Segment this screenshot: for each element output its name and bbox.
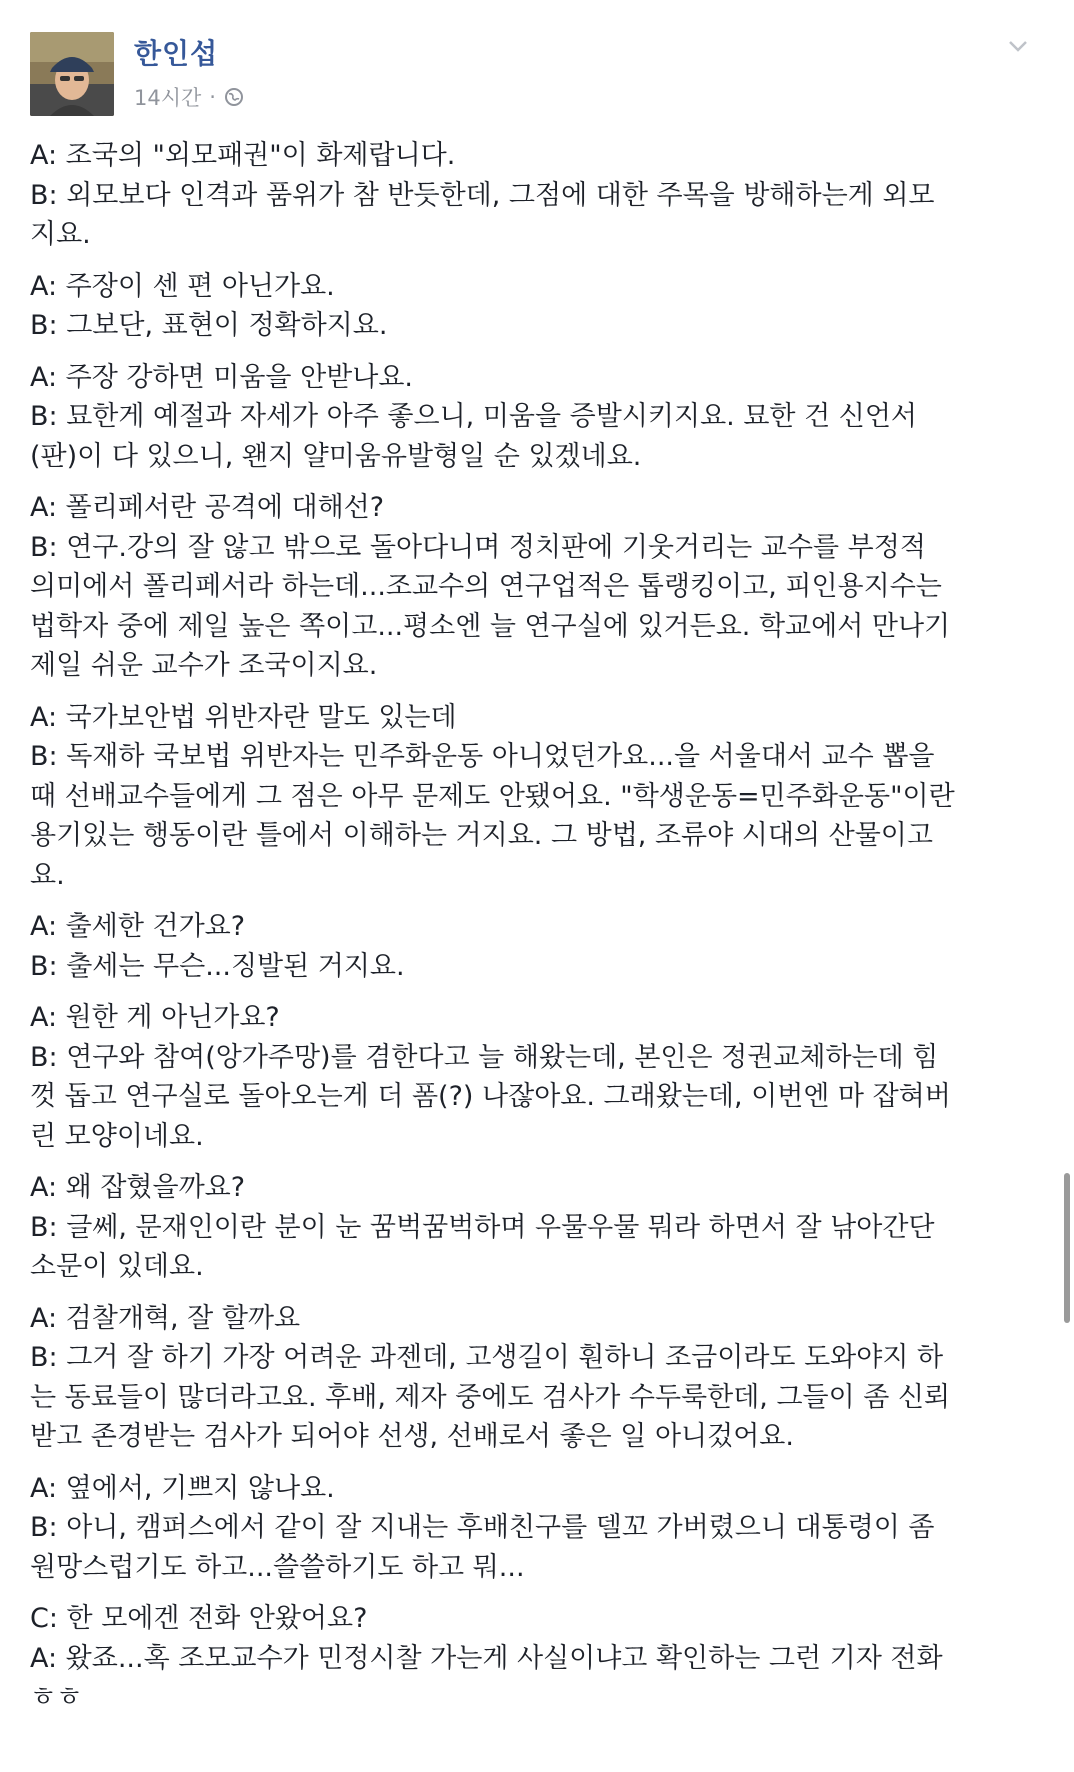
post-text-line: B: 그보단, 표현이 정확하지요. xyxy=(30,310,388,341)
post-text-line: B: 글쎄, 문재인이란 분이 눈 꿈벅꿈벅하며 우물우물 뭐라 하면서 잘 낚아간단 xyxy=(30,1211,935,1243)
post-text-line: B: 연구.강의 잘 않고 밖으로 돌아다니며 정치판에 기웃거리는 교수를 부정적 xyxy=(30,531,926,563)
author-name[interactable]: 한인섭 xyxy=(134,37,219,70)
post-text-line: B: 외모보다 인격과 품위가 참 반듯한데, 그점에 대한 주목을 방해하는게 외모 xyxy=(30,179,935,211)
post-paragraph xyxy=(30,267,1030,346)
post-paragraph xyxy=(30,998,1030,1156)
post-text-line: A: 왔죠...혹 조모교수가 민정시찰 가는게 사실이냐고 확인하는 그런 기자 전화 xyxy=(30,1642,943,1674)
post-paragraph xyxy=(30,1299,1030,1457)
post-text-line: A: 검찰개혁, 잘 할까요 xyxy=(30,1302,301,1334)
post-text-line: B: 그거 잘 하기 가장 어려운 과젠데, 고생길이 훤하니 조금이라도 도와야지 하 xyxy=(30,1342,944,1373)
post-text-line: A: 원한 게 아닌가요? xyxy=(30,1002,280,1033)
post-text-line: B: 연구와 참여(앙가주망)를 겸한다고 늘 해왔는데, 본인은 정권교체하는데 힘 xyxy=(30,1041,939,1073)
post-text-line: 의미에서 폴리페서라 하는데...조교수의 연구업적은 톱랭킹이고, 피인용지수는 xyxy=(30,571,942,602)
post-header xyxy=(30,26,1044,116)
chevron-down-icon[interactable] xyxy=(1004,36,1032,56)
meta-separator: · xyxy=(209,85,216,109)
post-paragraph xyxy=(30,488,1030,686)
post-text-line: A: 왜 잡혔을까요? xyxy=(30,1172,246,1203)
post-text-line: 는 동료들이 많더라고요. 후배, 제자 중에도 검사가 수두룩한데, 그들이 좀 신뢰 xyxy=(30,1381,951,1413)
post-text-line: 제일 쉬운 교수가 조국이지요. xyxy=(30,650,378,681)
post-text-line: A: 옆에서, 기쁘지 않나요. xyxy=(30,1472,335,1504)
post-meta xyxy=(134,82,244,112)
post-text-line: B: 묘한게 예절과 자세가 아주 좋으니, 미움을 증발시키지요. 묘한 건 신언서 xyxy=(30,401,917,432)
post-paragraph xyxy=(30,1469,1030,1588)
post-paragraph xyxy=(30,358,1030,477)
scrollbar[interactable] xyxy=(1064,1173,1070,1323)
post-text-line: 용기있는 행동이란 틀에서 이해하는 거지요. 그 방법, 조류야 시대의 산물이고 xyxy=(30,820,933,851)
post-text-line: B: 출세는 무슨...징발된 거지요. xyxy=(30,950,405,982)
post-text-line: 요. xyxy=(30,859,65,891)
post-text-line: A: 주장이 센 편 아닌가요. xyxy=(30,270,335,302)
post-text-line: A: 주장 강하면 미움을 안받나요. xyxy=(30,361,413,393)
post-text-line: A: 국가보안법 위반자란 말도 있는데 xyxy=(30,701,457,733)
post-text-line: ㅎㅎ xyxy=(30,1682,83,1713)
globe-icon xyxy=(224,87,244,107)
post-paragraph xyxy=(30,136,1030,255)
post-text-line: C: 한 모에겐 전화 안왔어요? xyxy=(30,1603,368,1634)
post-text-line: 받고 존경받는 검사가 되어야 선생, 선배로서 좋은 일 아니겄어요. xyxy=(30,1421,794,1452)
post-body xyxy=(30,136,1030,1730)
post-paragraph xyxy=(30,698,1030,896)
post-text-line: 소문이 있데요. xyxy=(30,1251,204,1282)
post-text-line: B: 아니, 캠퍼스에서 같이 잘 지내는 후배친구를 델꼬 가버렸으니 대통령이 좀 xyxy=(30,1512,935,1543)
post-text-line: 법학자 중에 제일 높은 쪽이고...평소엔 늘 연구실에 있거든요. 학교에서 만나기 xyxy=(30,610,951,642)
post-time[interactable]: 14시간 xyxy=(134,86,202,110)
post-text-line: 때 선배교수들에게 그 점은 아무 문제도 안됐어요. "학생운동=민주화운동"이란 xyxy=(30,780,955,812)
post-text-line: A: 출세한 건가요? xyxy=(30,911,246,942)
post-text-line: 린 모양이네요. xyxy=(30,1120,204,1152)
post-text-line: 원망스럽기도 하고...쓸쓸하기도 하고 뭐... xyxy=(30,1551,525,1583)
post-text-line: B: 독재하 국보법 위반자는 민주화운동 아니었던가요...을 서울대서 교수 뽑을 xyxy=(30,741,935,772)
post-paragraph xyxy=(30,907,1030,986)
post-text-line: A: 조국의 "외모패권"이 화제랍니다. xyxy=(30,140,456,171)
avatar[interactable] xyxy=(30,32,114,116)
post-text-line: 껏 돕고 연구실로 돌아오는게 더 폼(?) 나잖아요. 그래왔는데, 이번엔 마 잡혀버 xyxy=(30,1081,951,1112)
post-text-line: (판)이 다 있으니, 왠지 얄미움유발형일 순 있겠네요. xyxy=(30,440,642,472)
post-text-line: 지요. xyxy=(30,219,91,250)
avatar-image xyxy=(30,32,114,116)
post-paragraph xyxy=(30,1168,1030,1287)
post-paragraph xyxy=(30,1599,1030,1718)
post-text-line: A: 폴리페서란 공격에 대해선? xyxy=(30,492,385,523)
